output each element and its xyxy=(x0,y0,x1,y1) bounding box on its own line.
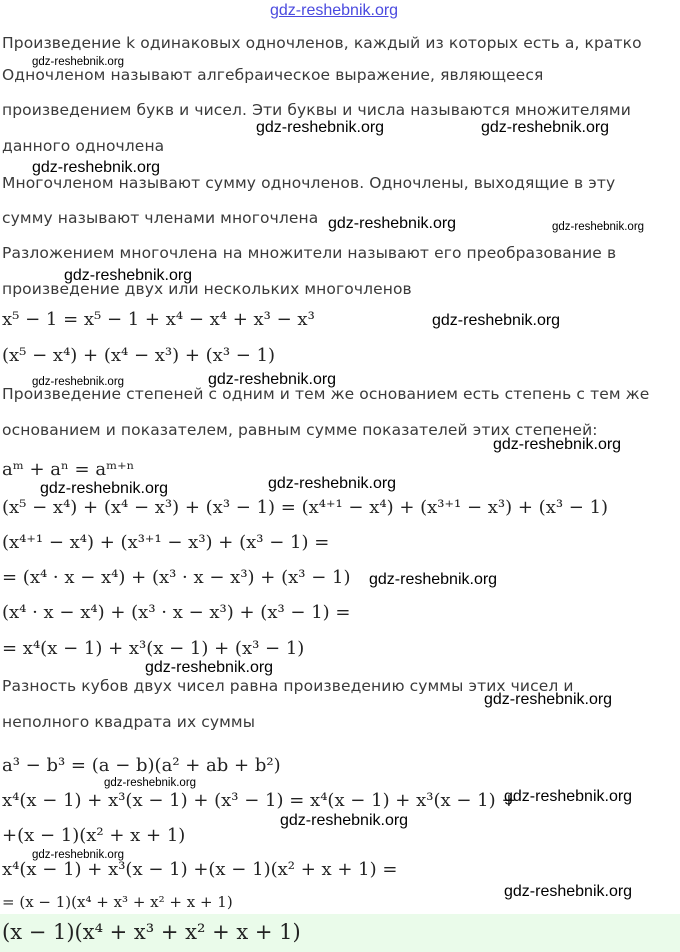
math-line-4: (x⁵ − x⁴) + (x⁴ − x³) + (x³ − 1) = (x⁴⁺¹ − x⁴) + (x³⁺¹ − x³) + (x³ − 1) xyxy=(2,497,609,518)
paragraph-monomial-definition: Одночленом называют алгебраическое выражение, являющееся xyxy=(2,66,544,84)
watermark: gdz-reshebnik.org xyxy=(256,119,385,136)
math-line-3: aᵐ + aⁿ = aᵐ⁺ⁿ xyxy=(2,459,135,480)
watermark: gdz-reshebnik.org xyxy=(40,480,169,497)
watermark: gdz-reshebnik.org xyxy=(32,56,125,68)
math-line-6: = (x⁴ · x − x⁴) + (x³ · x − x³) + (x³ − 1) xyxy=(2,567,351,588)
math-line-8: = x⁴(x − 1) + x³(x − 1) + (x³ − 1) xyxy=(2,638,305,659)
paragraph-factoring-definition: Разложением многочлена на множители называют его преобразование в xyxy=(2,244,617,262)
math-line-9: a³ − b³ = (a − b)(a² + ab + b²) xyxy=(2,755,281,776)
math-line-2: (x⁵ − x⁴) + (x⁴ − x³) + (x³ − 1) xyxy=(2,345,276,366)
watermark: gdz-reshebnik.org xyxy=(504,883,633,900)
watermark: gdz-reshebnik.org xyxy=(104,777,197,789)
watermark: gdz-reshebnik.org xyxy=(32,376,125,388)
paragraph-monomial-definition-end: данного одночлена xyxy=(2,137,165,155)
paragraph-power-product-rule: Произведение степеней с одним и тем же основанием есть степень с тем же xyxy=(2,385,650,403)
watermark: gdz-reshebnik.org xyxy=(268,475,397,492)
math-line-7: (x⁴ · x − x⁴) + (x³ · x − x³) + (x³ − 1) = xyxy=(2,602,351,623)
paragraph-factoring-definition-end: произведение двух или нескольких многочленов xyxy=(2,280,412,298)
watermark: gdz-reshebnik.org xyxy=(280,812,409,829)
math-line-13: = (x − 1)(x⁴ + x³ + x² + x + 1) xyxy=(2,893,233,911)
paragraph-cube-difference: Разность кубов двух чисел равна произведению суммы этих чисел и xyxy=(2,677,574,695)
watermark: gdz-reshebnik.org xyxy=(504,788,633,805)
watermark: gdz-reshebnik.org xyxy=(484,691,613,708)
paragraph-cube-difference-end: неполного квадрата их суммы xyxy=(2,713,256,731)
watermark: gdz-reshebnik.org xyxy=(481,119,610,136)
math-line-12: x⁴(x − 1) + x³(x − 1) +(x − 1)(x² + x + 1) = xyxy=(2,859,398,880)
top-watermark-link[interactable]: gdz-reshebnik.org xyxy=(270,2,399,19)
paragraph-product-definition: Произведение k одинаковых одночленов, каждый из которых есть a, кратко xyxy=(2,34,642,52)
watermark: gdz-reshebnik.org xyxy=(32,849,125,861)
math-line-11: +(x − 1)(x² + x + 1) xyxy=(2,825,186,846)
watermark: gdz-reshebnik.org xyxy=(369,571,498,588)
math-line-1: x⁵ − 1 = x⁵ − 1 + x⁴ − x⁴ + x³ − x³ xyxy=(2,309,315,330)
math-line-5: (x⁴⁺¹ − x⁴) + (x³⁺¹ − x³) + (x³ − 1) = xyxy=(2,532,330,553)
watermark: gdz-reshebnik.org xyxy=(145,659,274,676)
watermark: gdz-reshebnik.org xyxy=(64,267,193,284)
paragraph-polynomial-definition-end: сумму называют членами многочлена xyxy=(2,209,319,227)
paragraph-power-product-rule-end: основанием и показателем, равным сумме показателей этих степеней: xyxy=(2,421,598,439)
final-answer: (x − 1)(x⁴ + x³ + x² + x + 1) xyxy=(2,920,301,944)
watermark: gdz-reshebnik.org xyxy=(328,215,457,232)
math-line-10: x⁴(x − 1) + x³(x − 1) + (x³ − 1) = x⁴(x − 1) + x³(x − 1) + xyxy=(2,790,517,811)
watermark: gdz-reshebnik.org xyxy=(493,436,622,453)
watermark: gdz-reshebnik.org xyxy=(32,159,161,176)
watermark: gdz-reshebnik.org xyxy=(552,221,645,233)
paragraph-polynomial-definition: Многочленом называют сумму одночленов. Одночлены, выходящие в эту xyxy=(2,174,616,192)
watermark: gdz-reshebnik.org xyxy=(208,371,337,388)
paragraph-monomial-definition-cont: произведением букв и чисел. Эти буквы и числа называются множителями xyxy=(2,101,631,119)
watermark: gdz-reshebnik.org xyxy=(432,312,561,329)
